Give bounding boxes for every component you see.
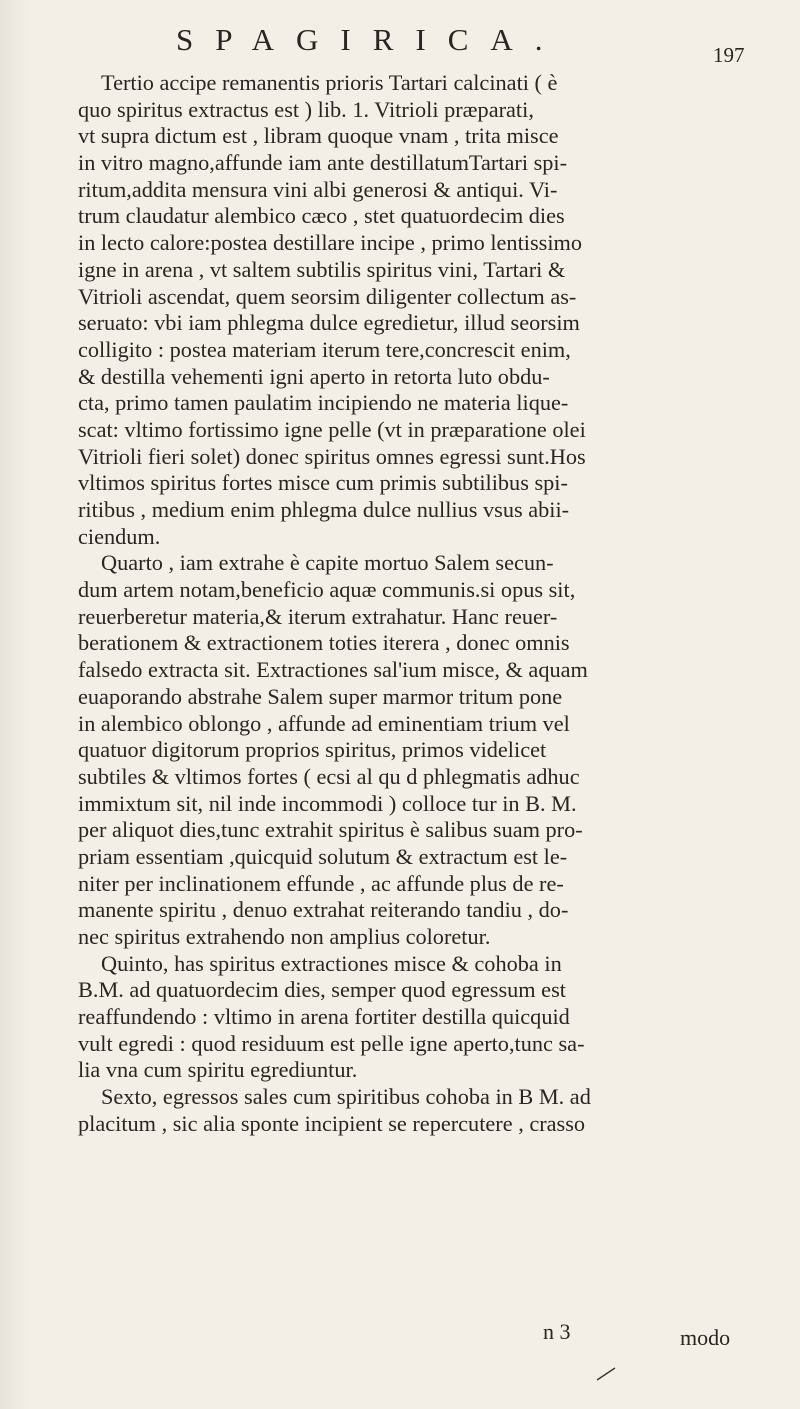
text-line: Vitrioli ascendat, quem seorsim diligenter collectum as- — [78, 283, 577, 309]
text-line: cta, primo tamen paulatim incipiendo ne materia lique- — [78, 390, 569, 416]
text-line: in vitro magno,affunde iam ante destillatumTartari spi- — [78, 150, 568, 176]
text-line: quo spiritus extractus est ) lib. 1. Vitrioli præparati, — [78, 96, 534, 122]
text-line: lia vna cum spiritu egrediuntur. — [78, 1057, 358, 1083]
running-title: SPAGIRICA. — [176, 22, 565, 57]
text-line: & destilla vehementi igni aperto in retorta luto obdu- — [78, 363, 550, 389]
text-line: Sexto, egressos sales cum spiritibus cohoba in B M. ad — [101, 1084, 591, 1110]
text-line: Tertio accipe remanentis prioris Tartari calcinati ( è — [101, 70, 558, 95]
text-line: trum claudatur alembico cæco , stet quatuordecim dies — [78, 203, 565, 229]
text-line: in lecto calore:postea destillare incipe , primo lentissimo — [78, 230, 583, 256]
text-line: Quinto, has spiritus extractiones misce & cohoba in — [101, 950, 562, 976]
text-line: falsedo extracta sit. Extractiones sal'ium misce, & aquam — [78, 657, 588, 683]
text-line: ciendum. — [78, 523, 161, 549]
text-line: per aliquot dies,tunc extrahit spiritus è salibus suam pro- — [78, 817, 583, 843]
text-line: placitum , sic alia sponte incipient se repercutere , crasso — [78, 1110, 586, 1136]
text-line: igne in arena , vt saltem subtilis spiritus vini, Tartari & — [78, 256, 566, 282]
text-line: immixtum sit, nil inde incommodi ) colloce tur in B. M. — [78, 790, 577, 816]
text-line: Vitrioli fieri solet) donec spiritus omnes egressi sunt.Hos — [78, 443, 586, 469]
text-line: euaporando abstrahe Salem super marmor tritum pone — [78, 683, 563, 709]
page-number: 197 — [713, 43, 745, 67]
signature-mark: n 3 — [543, 1319, 571, 1344]
pen-stroke-mark — [595, 1366, 617, 1382]
catchword: modo — [680, 1325, 731, 1350]
text-line: priam essentiam ,quicquid solutum & extractum est le- — [78, 843, 568, 869]
text-line: berationem & extractionem toties iterera , donec omnis — [78, 630, 570, 656]
body-text — [78, 70, 778, 1300]
text-line: vt supra dictum est , libram quoque vnam , trita misce — [78, 123, 559, 149]
text-line: vult egredi : quod residuum est pelle igne aperto,tunc sa- — [78, 1030, 585, 1056]
text-line: scat: vltimo fortissimo igne pelle (vt in præparatione olei — [78, 416, 586, 442]
text-line: quatuor digitorum proprios spiritus, primos videlicet — [78, 737, 547, 763]
text-line: reaffundendo : vltimo in arena fortiter destilla quicquid — [78, 1004, 570, 1030]
text-line: niter per inclinationem effunde , ac affunde plus de re- — [78, 870, 564, 896]
text-line: Quarto , iam extrahe è capite mortuo Salem secun- — [101, 550, 554, 576]
text-line: in alembico oblongo , affunde ad eminentiam trium vel — [78, 710, 570, 736]
text-line: B.M. ad quatuordecim dies, semper quod egressum est — [78, 977, 566, 1003]
text-line: colligito : postea materiam iterum tere,concrescit enim, — [78, 336, 571, 362]
text-line: manente spiritu , denuo extrahat reiterando tandiu , do- — [78, 897, 569, 923]
text-line: subtiles & vltimos fortes ( ecsi al qu d phlegmatis adhuc — [78, 763, 580, 789]
text-line: vltimos spiritus fortes misce cum primis subtilibus spi- — [78, 470, 568, 496]
text-line: ritibus , medium enim phlegma dulce nullius vsus abii- — [78, 497, 570, 522]
text-line: seruato: vbi iam phlegma dulce egredietur, illud seorsim — [78, 310, 580, 336]
text-line: ritum,addita mensura vini albi generosi & antiqui. Vi- — [78, 176, 558, 202]
text-line: nec spiritus extrahendo non amplius coloretur. — [78, 924, 491, 949]
text-line: dum artem notam,beneficio aquæ communis.si opus sit, — [78, 577, 576, 603]
text-line: reuerberetur materia,& iterum extrahatur. Hanc reuer- — [78, 603, 558, 629]
